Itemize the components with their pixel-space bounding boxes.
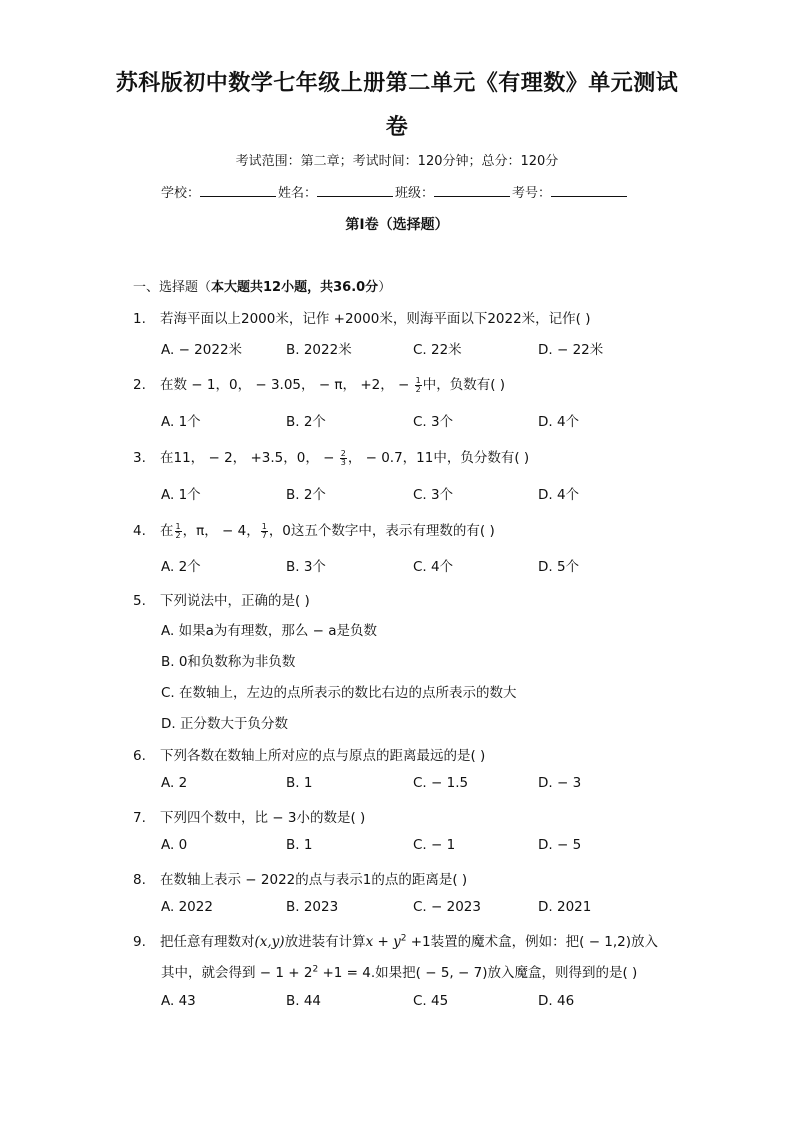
school-blank[interactable] — [200, 184, 276, 197]
school-label: 学校： — [161, 186, 201, 201]
question-3 — [133, 446, 529, 467]
option-d[interactable]: D. 5个 — [538, 559, 580, 575]
option-a[interactable]: A. 2个 — [161, 559, 201, 575]
name-label: 姓名： — [278, 186, 318, 201]
question-stem-b: 放进装有计算 — [284, 934, 366, 950]
question-expr: x + y — [365, 934, 401, 950]
option-c[interactable]: C. 4个 — [413, 559, 454, 575]
option-a[interactable]: A. 43 — [161, 993, 196, 1009]
question-stem-c: +1装置的魔术盒，例如：把( − 1,2)放入 — [406, 934, 659, 950]
question-number: 3. — [133, 450, 146, 466]
fraction-denominator: 2 — [175, 530, 181, 540]
option-d[interactable]: D. 4个 — [538, 487, 580, 503]
question-number: 4. — [133, 523, 146, 539]
option-c[interactable]: C. 22米 — [413, 342, 462, 358]
option-b[interactable]: B. 3个 — [286, 559, 326, 575]
question-number: 9. — [133, 934, 146, 950]
class-blank[interactable] — [434, 184, 510, 197]
option-d[interactable]: D. 正分数大于负分数 — [161, 716, 288, 732]
question-stem-p3: ，0这五个数字中，表示有理数的有( ) — [268, 523, 495, 539]
option-d[interactable]: D. − 22米 — [538, 342, 604, 358]
option-b[interactable]: B. 2022米 — [286, 342, 352, 358]
question-number: 5. — [133, 593, 146, 609]
option-a[interactable]: A. 2 — [161, 775, 188, 791]
question-9-line2 — [161, 961, 637, 981]
question-number: 2. — [133, 377, 146, 393]
id-label: 考号： — [512, 186, 552, 201]
option-d[interactable]: D. 4个 — [538, 414, 580, 430]
name-blank[interactable] — [317, 184, 393, 197]
fraction-denominator: 3 — [340, 457, 346, 467]
question-stem-line2-a: 其中，就会得到 − 1 + 2 — [161, 965, 313, 981]
question-stem: 下列说法中，正确的是( ) — [160, 593, 310, 609]
option-a[interactable]: A. 如果a为有理数，那么 − a是负数 — [161, 623, 378, 639]
fraction-denominator: 2 — [415, 384, 421, 394]
option-c[interactable]: C. − 1 — [413, 837, 456, 853]
exam-title-line1: 苏科版初中数学七年级上册第二单元《有理数》单元测试 — [115, 70, 679, 96]
fraction — [415, 377, 422, 394]
question-2 — [133, 373, 505, 394]
option-b[interactable]: B. 44 — [286, 993, 322, 1009]
question-8 — [133, 868, 467, 888]
question-stem-after: ， − 0.7，11中，负分数有( ) — [347, 450, 530, 466]
option-b[interactable]: B. 2023 — [286, 899, 339, 915]
question-7 — [133, 806, 365, 826]
fraction — [340, 450, 347, 467]
id-blank[interactable] — [551, 184, 627, 197]
question-stem: 下列四个数中，比 − 3小的数是( ) — [160, 810, 366, 826]
option-b[interactable]: B. 0和负数称为非负数 — [161, 654, 296, 670]
option-b[interactable]: B. 1 — [286, 775, 313, 791]
option-c[interactable]: C. 在数轴上，左边的点所表示的数比右边的点所表示的数大 — [161, 685, 517, 701]
option-c[interactable]: C. − 1.5 — [413, 775, 469, 791]
question-stem: 下列各数在数轴上所对应的点与原点的距离最远的是( ) — [160, 748, 486, 764]
section-bold: 本大题共12小题，共36.0分 — [211, 280, 379, 295]
option-c[interactable]: C. 3个 — [413, 414, 454, 430]
fraction-numerator: 1 — [175, 521, 181, 531]
option-a[interactable]: A. 0 — [161, 837, 188, 853]
question-number: 1. — [133, 311, 146, 327]
option-c[interactable]: C. 45 — [413, 993, 449, 1009]
question-stem: 若海平面以上2000米，记作 +2000米，则海平面以下2022米，记作( ) — [160, 311, 591, 327]
question-1 — [133, 307, 591, 327]
question-stem-p1: 在 — [160, 523, 174, 539]
class-label: 班级： — [395, 186, 435, 201]
question-number: 8. — [133, 872, 146, 888]
question-6 — [133, 744, 485, 764]
option-c[interactable]: C. 3个 — [413, 487, 454, 503]
option-b[interactable]: B. 2个 — [286, 487, 326, 503]
option-b[interactable]: B. 2个 — [286, 414, 326, 430]
fraction-2 — [261, 523, 268, 540]
fraction-numerator: 1 — [415, 375, 421, 385]
option-a[interactable]: A. 1个 — [161, 414, 201, 430]
option-c[interactable]: C. − 2023 — [413, 899, 481, 915]
option-a[interactable]: A. 2022 — [161, 899, 213, 915]
question-stem-p2: ，π， − 4， — [182, 523, 260, 539]
question-5 — [133, 589, 310, 609]
exponent: 2 — [312, 964, 319, 975]
student-info-line — [161, 182, 629, 201]
fraction-denominator: 7 — [261, 530, 267, 540]
exam-meta: 考试范围：第二章；考试时间：120分钟；总分：120分 — [235, 154, 559, 169]
option-d[interactable]: D. − 3 — [538, 775, 582, 791]
fraction-1 — [175, 523, 182, 540]
option-d[interactable]: D. − 5 — [538, 837, 582, 853]
fraction-numerator: 1 — [261, 521, 267, 531]
question-pair: (x,y) — [254, 934, 285, 950]
exponent: 2 — [400, 933, 407, 944]
fraction-numerator: 2 — [340, 448, 346, 458]
volume-heading: 第I卷（选择题） — [345, 217, 449, 233]
question-stem: 在数轴上表示 − 2022的点与表示1的点的距离是( ) — [160, 872, 468, 888]
section-prefix: 一、选择题（ — [133, 280, 212, 295]
option-a[interactable]: A. 1个 — [161, 487, 201, 503]
question-stem-after: 中，负数有( ) — [422, 377, 506, 393]
option-a[interactable]: A. − 2022米 — [161, 342, 243, 358]
option-b[interactable]: B. 1 — [286, 837, 313, 853]
question-4 — [133, 519, 495, 540]
exam-title-line2: 卷 — [385, 114, 409, 140]
question-number: 6. — [133, 748, 146, 764]
question-stem-a: 把任意有理数对 — [160, 934, 255, 950]
section-heading — [133, 276, 391, 295]
section-suffix: ） — [378, 280, 392, 295]
option-d[interactable]: D. 46 — [538, 993, 575, 1009]
question-9 — [133, 930, 658, 950]
question-stem-before: 在11， − 2， +3.5，0， − — [160, 450, 339, 466]
option-d[interactable]: D. 2021 — [538, 899, 592, 915]
question-stem-before: 在数 − 1，0， − 3.05， − π， +2， − — [160, 377, 414, 393]
question-number: 7. — [133, 810, 146, 826]
question-stem-line2-b: +1 = 4.如果把( − 5, − 7)放入魔盒，则得到的是( ) — [318, 965, 638, 981]
